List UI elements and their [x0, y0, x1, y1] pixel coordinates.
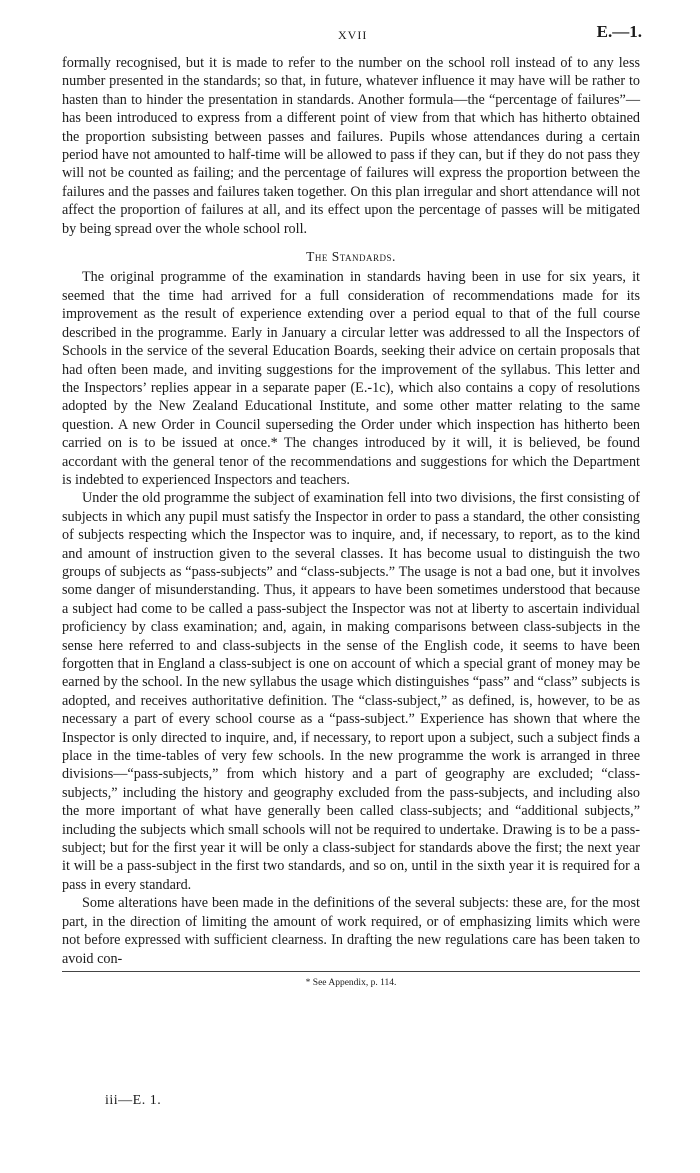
paragraph-2: The original programme of the examination in standards having been in use for six years, it seemed that the time had arrived for a full consideration of recommendations made for its improvement as the result of experience extending over a period equal to that of the full course described in the programme. Early in January a circular letter was addressed to all the Inspectors of Schools in the service of the several Education Boards, seeking their advice on certain proposals that had often been made, and inviting suggestions for the improvement of the syllabus. This letter and the Inspectors’ replies appear in a separate paper (E.-1c), which also contains a copy of resolutions adopted by the New Zealand Educational Institute, and some other matter relating to the same question. A new Order in Council superseding the Order under which inspection has hitherto been carried on is to be issued at once.* The changes introduced by it will, it is believed, be found accordant with the general tenor of the recommendations and suggestions for which the Department is indebted to experienced Inspectors and teachers. — [62, 269, 640, 488]
footnote-rule — [62, 971, 640, 972]
body-text — [62, 54, 640, 992]
footnote: * See Appendix, p. 114. — [305, 977, 397, 988]
report-code: E.—1. — [596, 22, 642, 41]
page-header — [0, 22, 700, 46]
paragraph-3: Under the old programme the subject of examination fell into two divisions, the first consisting of subjects in which any pupil must satisfy the Inspector in order to pass a standard, the other consisting of subjects respecting which the Inspector was to inquire, and, if necessary, to report, as to the kind and amount of instruction given to the several classes. It has become usual to distinguish the two groups of subjects as “pass-subjects” and “class-subjects.” The usage is not a bad one, but it involves some danger of misunderstanding. Thus, it appears to have been sometimes understood that because a subject had come to be called a pass-subject the Inspector was not at liberty to ascertain individual proficiency by class examination; and, again, in making comparisons between class-subjects in the sense here referred to and class-subjects in the sense of the English code, it seems to have been forgotten that in England a class-subject is one on account of which a special grant of money may be earned by the school. In the new syllabus the usage which distinguishes “pass” and “class” subjects is adopted, and receives authoritative definition. The “class-subject,” as defined, is, however, to be as necessary a part of every school course as a “pass-subject.” Experience has shown that where the Inspector is only directed to inquire, and, if necessary, to report upon a subject, such a subject finds a place in the time-tables of very few schools. In the new programme the work is arranged in three divisions—“pass-subjects,” from which history and a part of geography are excluded; “class-subjects,” including the history and geography excluded from the pass-subjects, and including also the more important of what have generally been called class-subjects; and “additional subjects,” including the subjects which small schools will not be required to undertake. Drawing is to be a pass-subject; but for the first year it will be only a class-subject for standards above the first; the next year it will be a pass-subject in the first two standards, and so on, until in the sixth year it is required for a pass in every standard. — [62, 490, 640, 893]
paragraph-1: formally recognised, but it is made to refer to the number on the school roll instead of to any less number presented in the standards; so that, in future, whatever influence it may have will be rather to hasten than to hinder the presentation in standards. Another formula—the “percentage of failures”—has been introduced to express from a different point of view from that which has hitherto obtained the proportion subsisting between passes and failures. Pupils whose attendances during a certain period have not amounted to half-time will be allowed to pass if they can, but if they do not pass they will not be counted as failing; and the percentage of failures will express the proportion between the failures and the passes and failures taken together. On this plan irregular and short attendance will not affect the proportion of failures at all, and its effect upon the percentage of passes will be mitigated by being spread over the whole school roll. — [62, 55, 640, 237]
section-heading: The Standards. — [306, 249, 396, 265]
page-number: XVII — [338, 28, 368, 42]
sheet-signature: iii—E. 1. — [105, 1093, 162, 1108]
paragraph-4: Some alterations have been made in the definitions of the several subjects: these are, for the most part, in the direction of limiting the amount of work required, or of emphasizing limits which were not before expressed with sufficient clearness. In drafting the new regulations care has been taken to avoid con- — [62, 895, 640, 967]
